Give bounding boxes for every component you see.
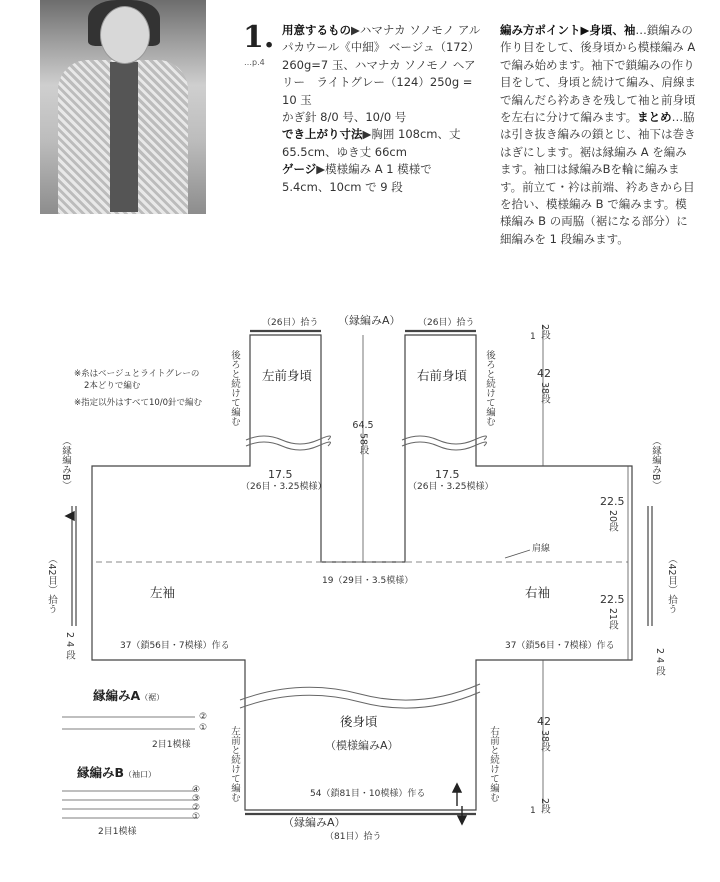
dim-17-5-right: 17.5	[435, 468, 460, 481]
rows-2-4-right: 2 4 段	[654, 648, 665, 676]
legend-a-title	[93, 686, 164, 704]
break-mark-left-front	[246, 436, 330, 450]
gauge-text: ▶模様編み A 1 模様で 5.4cm、10cm で 9 段	[282, 162, 432, 194]
legend-b-row-3: ③	[192, 794, 201, 804]
break-mark-back	[240, 684, 480, 708]
sleeve-22-5-upper: 22.5	[600, 495, 625, 508]
size-label: でき上がり寸法	[282, 127, 363, 142]
sleeve-22-5-lower: 22.5	[600, 593, 625, 606]
legend-a-row-2: ②	[199, 712, 208, 722]
back-label: 後身頃	[340, 714, 378, 729]
dim-17-5-left: 17.5	[268, 468, 293, 481]
dim-26-left: （26目・3.25模様）	[241, 482, 327, 492]
back-42: 42	[537, 715, 551, 728]
legend-b-row-1: ①	[192, 812, 201, 822]
cont-front-left: 左前と続けて編む	[229, 726, 240, 802]
points-text: …鎖編みの作り目をして、後身頃から模様編み A で編み始めます。袖下で鎖編みの作り目をして、身頃と続けて編み、肩線まで編んだら衿あきを残して袖と前身頃を左右に分けて編みます。	[500, 23, 696, 125]
edge-b-left: （縁編みB）	[60, 436, 71, 491]
points-label: 編み方ポイント	[500, 23, 581, 37]
hook-text: かぎ針 8/0 号、10/0 号	[282, 110, 407, 125]
gauge-label: ゲージ	[282, 162, 317, 177]
bottom-rows-2: 2段	[539, 798, 550, 814]
legend-b-row-2: ②	[192, 803, 201, 813]
pickup-81: （81目）拾う	[325, 832, 382, 842]
shoulder-line-label: 肩線	[532, 544, 551, 554]
finish-text: …脇は引き抜き編みの鎖とじ、袖下は巻きはぎにします。裾は縁編み A を編みます。袖口は縁編みBを輪に編みます。前立て・衿は前端、衿あきから目を拾い、模様編み B で編みます。模様編み B の両脇（裾になる部分）に細編みを 1 段編みます。	[500, 110, 696, 246]
yarn-note	[74, 368, 202, 409]
bottom-row-1: 1	[530, 806, 536, 816]
arrow-left-head	[66, 512, 74, 520]
legend-b-title-text: 縁編みB	[77, 765, 125, 780]
center-rows: 58段	[357, 433, 369, 455]
pick-42-right: （42目）拾う	[666, 554, 677, 614]
legend-b-row-4: ④	[192, 785, 201, 795]
arrow-down-head	[458, 816, 466, 824]
neck-width: 19（29目・3.5模様）	[322, 576, 414, 586]
left-front-label: 左前身頃	[262, 368, 313, 383]
top-42: 42	[537, 367, 551, 380]
note-line-1: ※糸はベージュとライトグレーの	[74, 369, 200, 379]
note-line-2: 2本どりで編む	[84, 381, 141, 391]
dim-26-right: （26目・3.25模様）	[408, 482, 494, 492]
points-sub: ▶身頃、袖	[580, 23, 636, 37]
sleeve-rows-21: 21段	[607, 608, 618, 630]
right-sleeve-label: 右袖	[525, 585, 551, 600]
cont-back-left: 後ろと続けて編む	[229, 350, 240, 426]
back-pattern: （模様編みA）	[325, 739, 399, 752]
left-sleeve-label: 左袖	[150, 585, 176, 600]
materials-text: ▶ハマナカ ソノモノ アルパカウール《中細》 ベージュ（172）260g=7 玉、ハマナカ ソノモノ ヘアリー ライトグレー（124）250g = 10 玉	[282, 23, 481, 107]
shoulder-leader	[505, 550, 530, 558]
sleeve-chain-left: 37（鎖56目・7模様）作る	[120, 641, 230, 651]
cont-back-right: 後ろと続けて編む	[484, 350, 495, 426]
pick-42-left: （42目）拾う	[46, 554, 57, 614]
legend-a-row-1: ①	[199, 723, 208, 733]
note-line-3: ※指定以外はすべて10/0針で編む	[74, 398, 203, 408]
finish-label: まとめ	[637, 110, 672, 125]
legend-a-title-text: 縁編みA	[93, 688, 141, 703]
sleeve-rows-20: 20段	[607, 510, 618, 532]
legend-a-sub: （裾）	[140, 693, 165, 702]
back-rows-38: 38段	[539, 730, 550, 752]
break-mark-right-front	[402, 436, 486, 450]
edge-a-top: （縁編みA）	[338, 314, 401, 327]
bottom-chain: 54（鎖81目・10模様）作る	[310, 789, 426, 799]
rows-2-4-left: 2 4 段	[64, 632, 75, 660]
legend-b-title	[77, 763, 156, 781]
sleeve-chain-right: 37（鎖56目・7模様）作る	[505, 641, 615, 651]
right-front-label: 右前身頃	[417, 368, 468, 383]
pattern-number: 1.	[243, 20, 275, 55]
legend-b-repeat: 2目1模様	[98, 827, 137, 837]
legend-b-sub: （袖口）	[124, 770, 157, 779]
arrow-up-head	[453, 784, 461, 792]
legend-a-repeat: 2目1模様	[152, 740, 191, 750]
edge-a-bottom: （縁編みA）	[283, 816, 346, 829]
pickup-26-right: （26目）拾う	[418, 318, 475, 328]
center-dimension	[351, 420, 375, 455]
size-text: ▶胸囲 108cm、丈 65.5cm、ゆき丈 66cm	[282, 127, 461, 159]
cont-front-right: 右前と続けて編む	[488, 726, 499, 802]
top-rows-38: 38段	[539, 382, 550, 404]
top-row-1: 1	[530, 332, 536, 342]
edge-b-right: （縁編みB）	[650, 436, 661, 491]
top-rows-2: 2段	[539, 324, 550, 340]
center-length: 64.5	[352, 420, 374, 431]
pickup-26-left: （26目）拾う	[262, 318, 319, 328]
materials-label: 用意するもの	[282, 23, 351, 37]
page-reference: …p.4	[244, 58, 265, 67]
